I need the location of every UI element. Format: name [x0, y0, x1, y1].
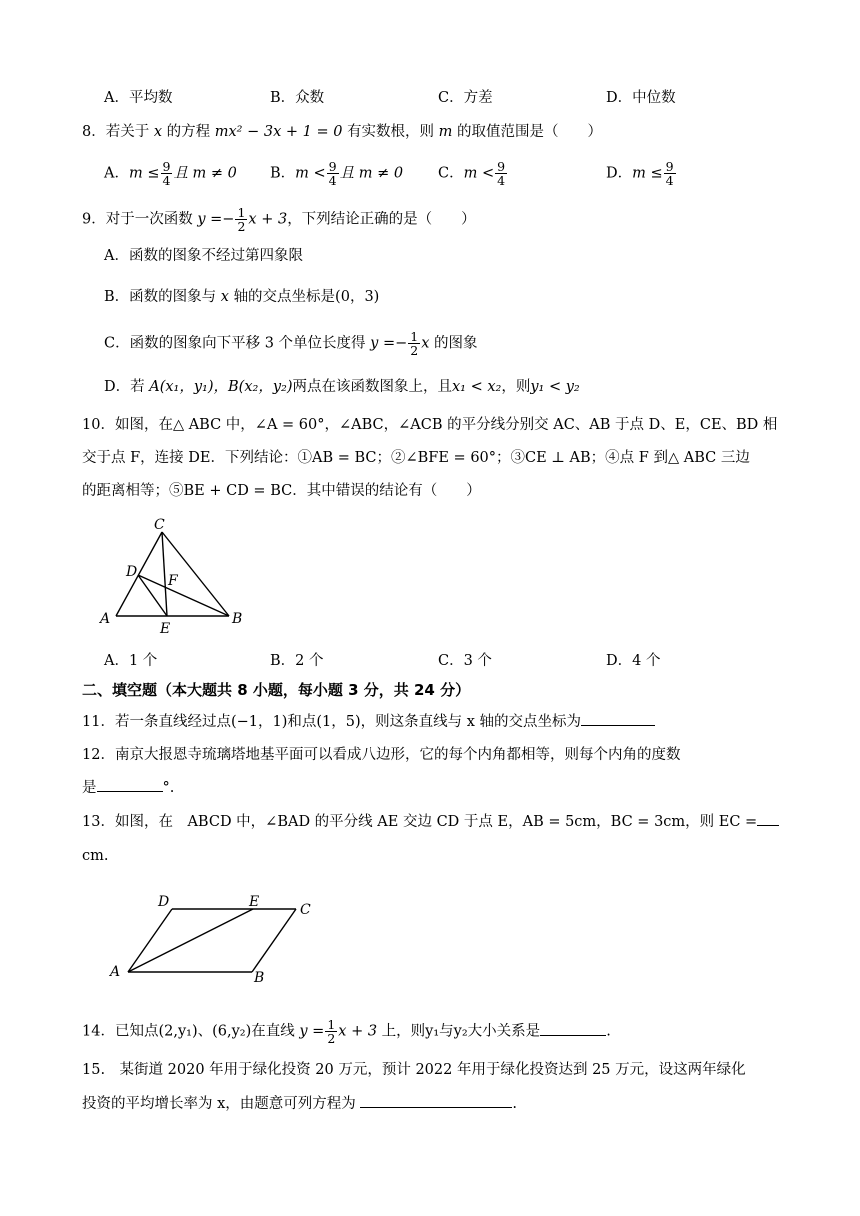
label-d: D — [158, 894, 170, 910]
parallelogram-abcd-figure — [108, 890, 328, 990]
q13-line-2: cm. — [82, 848, 109, 864]
label-f: F — [168, 573, 178, 589]
label-e: E — [160, 621, 171, 637]
q9-option-c: C．函数的图象向下平移 3 个单位长度得 y =− $\frac{1}{2}$ x 的图象 — [104, 329, 478, 358]
q9-option-d: D．若 A(x₁，y₁)，B(x₂，y₂)两点在该函数图象上，且x₁ < x₂，则y₁ < y₂ — [104, 379, 580, 395]
q7-option-c: C．方差 — [438, 90, 493, 106]
triangle-abc-figure — [96, 515, 256, 637]
label-b: B — [254, 970, 265, 986]
q9-stem: 9．对于一次函数 y =− $\frac{1}{2}$ x + 3，下列结论正确的是（ ） — [82, 205, 476, 234]
q8-option-d: D．m ≤ $\frac{9}{4}$ — [606, 159, 674, 188]
section-heading: 二、填空题（本大题共 8 小题，每小题 3 分，共 24 分） — [82, 681, 471, 699]
label-a: A — [110, 964, 121, 980]
q10-line-3: 的距离相等；⑤BE + CD = BC．其中错误的结论有（ ） — [82, 483, 481, 499]
q8-option-a: A．m ≤ $\frac{9}{4}$ 且 m ≠ 0 — [104, 159, 237, 188]
q9-option-b: B．函数的图象与 x 轴的交点坐标是(0，3) — [104, 289, 380, 305]
label-d: D — [126, 564, 138, 580]
answer-blank[interactable] — [97, 777, 163, 792]
q8-option-c: C．m < $\frac{9}{4}$ — [438, 159, 506, 188]
answer-blank[interactable] — [581, 711, 655, 726]
q12-line-1: 12．南京大报恩寺琉璃塔地基平面可以看成八边形，它的每个内角都相等，则每个内角的度数 — [82, 747, 681, 763]
q10-option-a: A．1 个 — [104, 653, 158, 669]
q8-option-b: B．m < $\frac{9}{4}$ 且 m ≠ 0 — [270, 159, 404, 188]
label-e: E — [249, 894, 260, 910]
q13-line-1: 13．如图，在 ABCD 中，∠BAD 的平分线 AE 交边 CD 于点 E，AB = 5cm，BC = 3cm，则 EC = — [82, 811, 779, 833]
label-c: C — [154, 517, 165, 533]
q10-line-2: 交于点 F，连接 DE．下列结论：①AB = BC；②∠BFE = 60°；③CE ⊥ AB；④点 F 到△ ABC 三边 — [82, 450, 750, 466]
q10-option-c: C．3 个 — [438, 653, 492, 669]
label-c: C — [300, 902, 311, 918]
q10-line-1: 10．如图，在△ ABC 中，∠A = 60°，∠ABC，∠ACB 的平分线分别交 AC、AB 于点 D、E，CE、BD 相 — [82, 417, 778, 433]
q8-stem: 8．若关于 x 的方程 mx² − 3x + 1 = 0 有实数根，则 m 的取值范围是（ ） — [82, 124, 603, 140]
answer-blank[interactable] — [540, 1021, 606, 1036]
q11-stem: 11．若一条直线经过点(−1，1)和点(1，5)，则这条直线与 x 轴的交点坐标为 — [82, 711, 655, 733]
q15-line-2: 投资的平均增长率为 x，由题意可列方程为 . — [82, 1093, 517, 1115]
label-b: B — [232, 611, 243, 627]
q14-stem: 14．已知点(2,y₁)、(6,y₂)在直线 y = $\frac{1}{2}$ x + 3 上，则y₁与y₂大小关系是 . — [82, 1017, 611, 1046]
q12-line-2: 是 °. — [82, 777, 174, 799]
q9-option-a: A．函数的图象不经过第四象限 — [104, 248, 303, 264]
q7-option-b: B．众数 — [270, 90, 325, 106]
q7-option-a: A．平均数 — [104, 90, 173, 106]
q15-line-1: 15. 某街道 2020 年用于绿化投资 20 万元，预计 2022 年用于绿化投资达到 25 万元，设这两年绿化 — [82, 1062, 746, 1078]
answer-blank[interactable] — [757, 811, 779, 826]
label-a: A — [100, 611, 111, 627]
q10-option-b: B．2 个 — [270, 653, 324, 669]
answer-blank[interactable] — [360, 1093, 512, 1108]
q7-option-d: D．中位数 — [606, 90, 676, 106]
q10-option-d: D．4 个 — [606, 653, 661, 669]
